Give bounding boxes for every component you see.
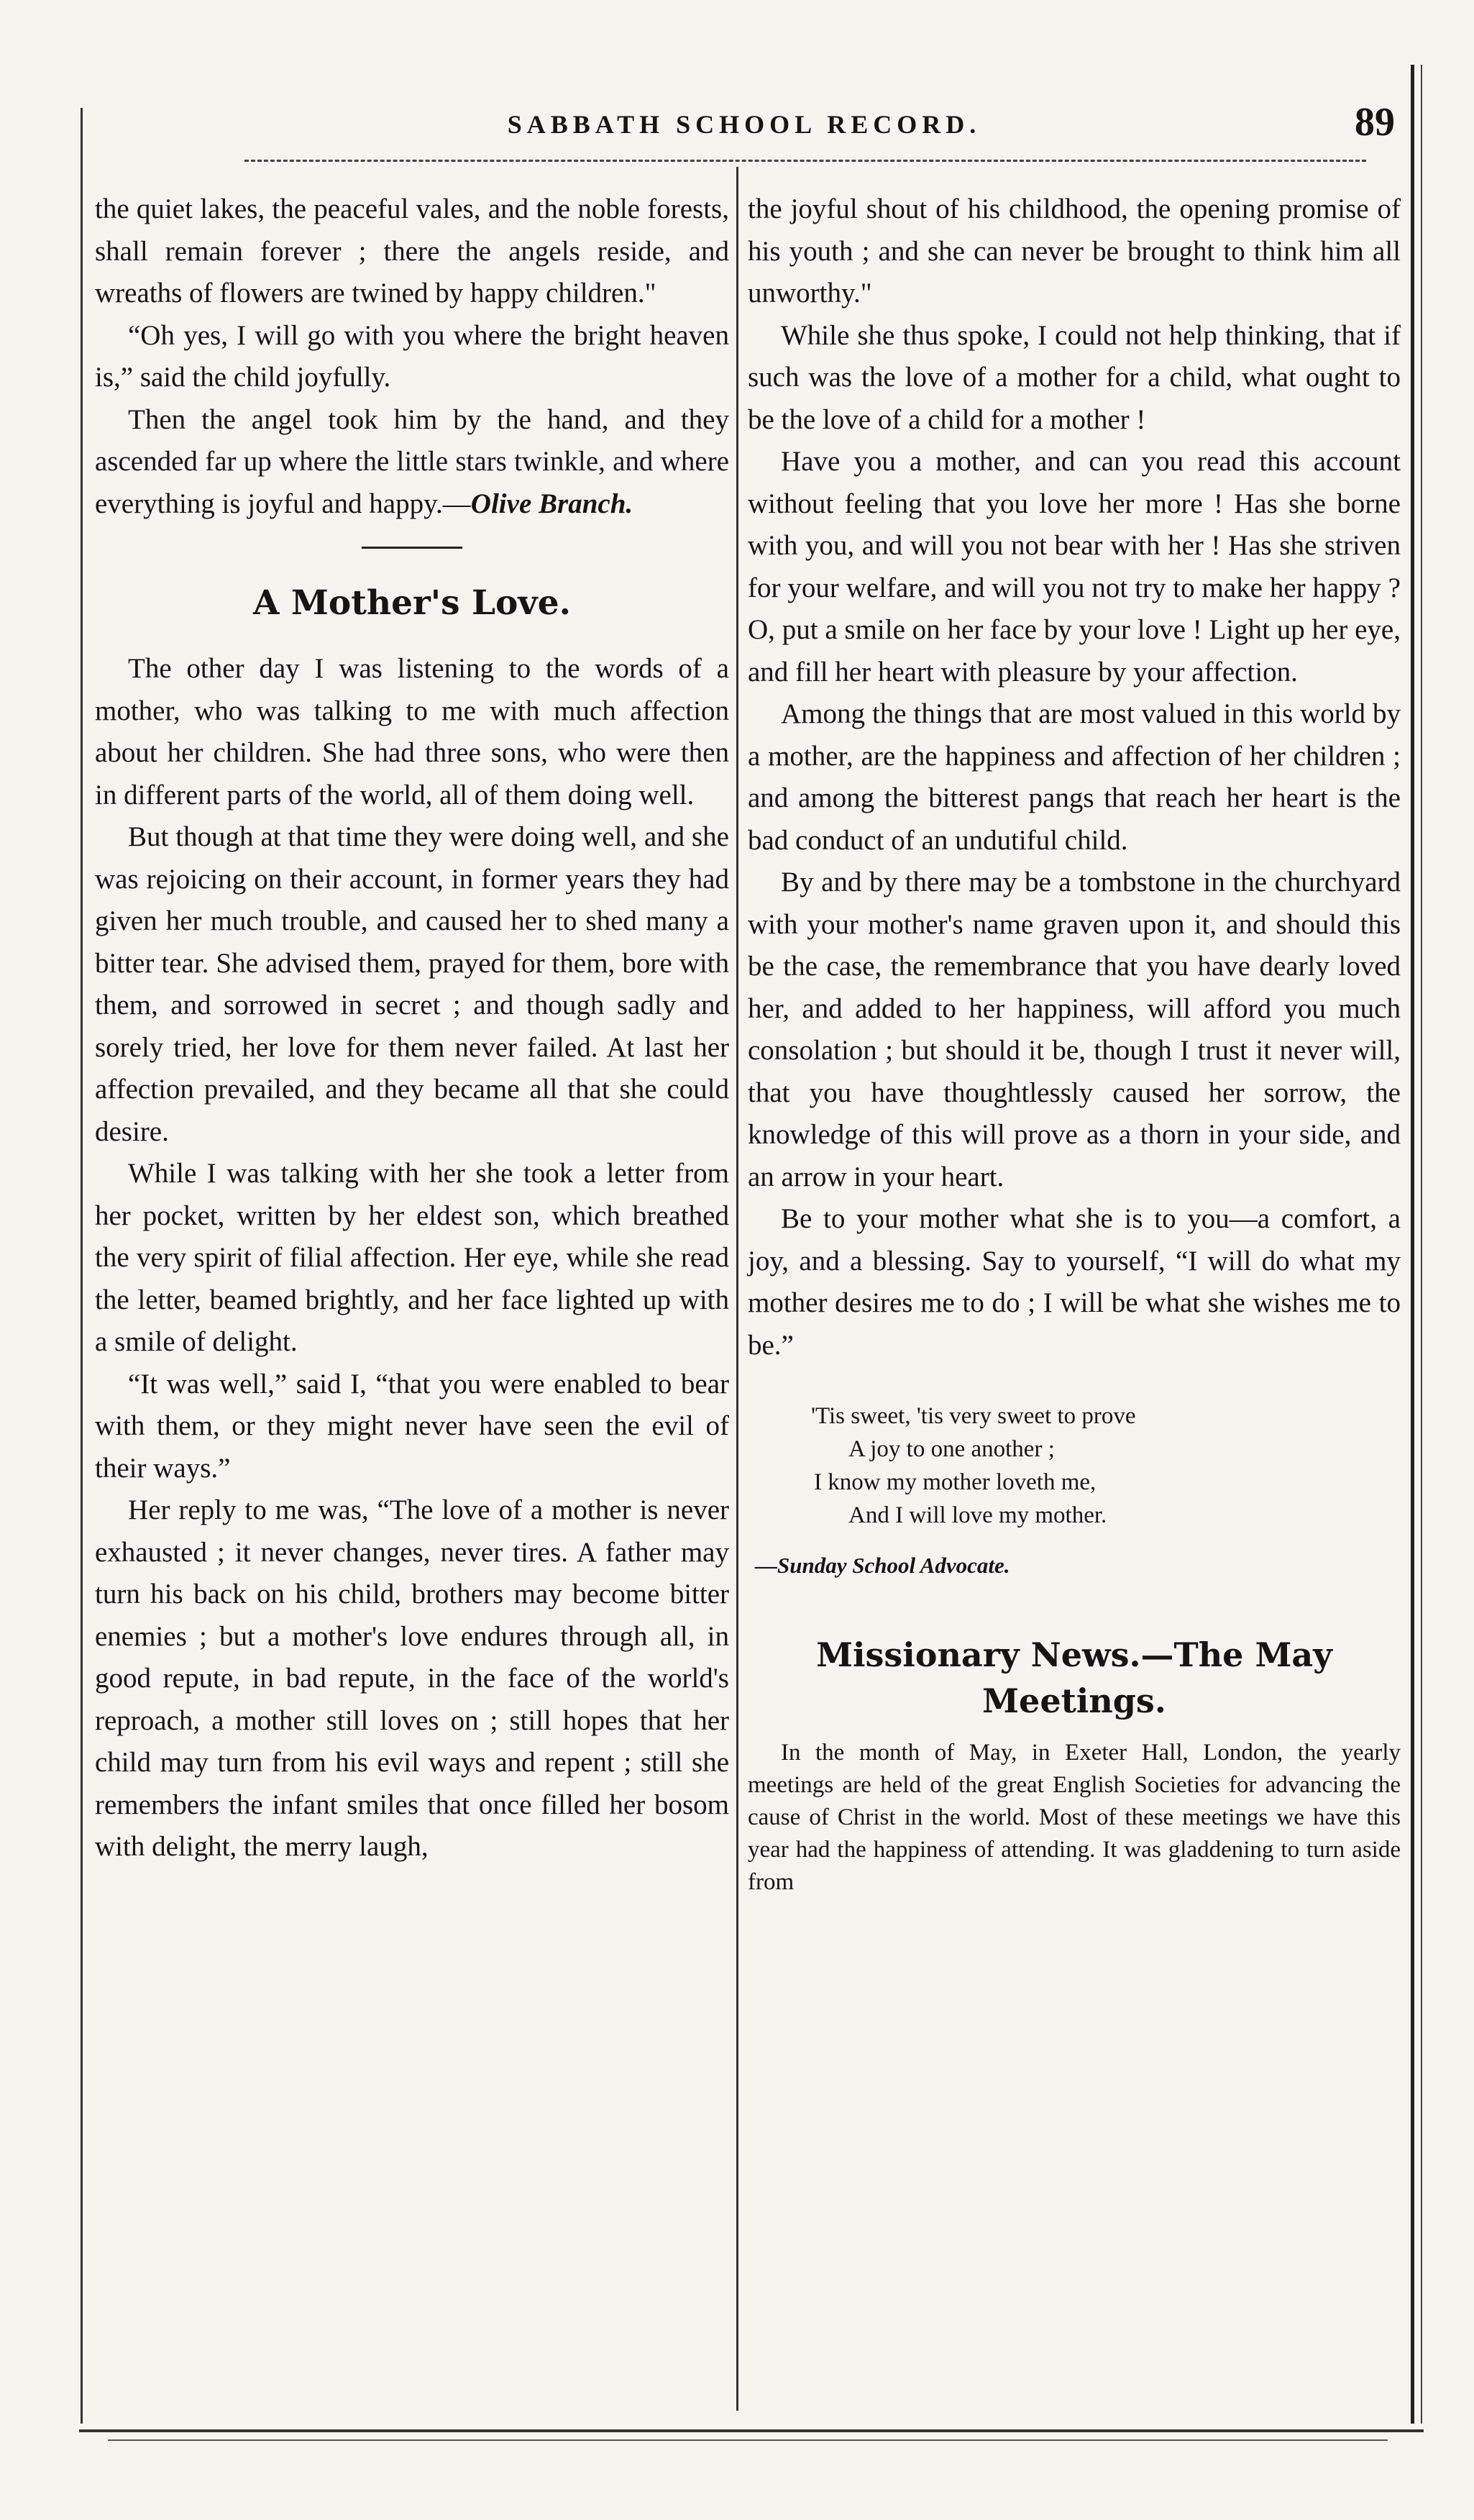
olive-branch-paragraph-2: “Oh yes, I will go with you where the bright heaven is,” said the child joyfully.: [95, 319, 729, 393]
right-border-rule-thin: [1421, 65, 1422, 2424]
mothers-love-paragraph-3: While I was talking with her she took a letter from her pocket, written by her eldest son, which breathed the very spirit of filial affection. Her eye, while she read the letter, beamed brightly, and her face lighted up with a smile of delight.: [95, 1158, 729, 1357]
left-border-rule: [81, 108, 83, 2424]
header-rule: [244, 160, 1366, 162]
footer-rule: [79, 2429, 1424, 2432]
mothers-love-paragraph-2: But though at that time they were doing well, and she was rejoicing on their account, in former years they had given her much trouble, and caused her to shed many a bitter tear. She advised them, prayed for them, bore with them, and sorrowed in secret ; and though sadly and sorely tried, her love for them never failed. At last her affection prevailed, and they became all that she could desire.: [95, 821, 729, 1147]
running-title: SABBATH SCHOOL RECORD.: [507, 110, 981, 139]
right-paragraph-1: the joyful shout of his childhood, the opening promise of his youth ; and she can never be brought to think him all unworthy.": [748, 193, 1401, 309]
right-paragraph-3: Have you a mother, and can you read this account without feeling that you love her more ! Has she borne with you, and will you not bear with her ! Has she striven for your welfare, and will you not try to make her happy ? O, put a smile on her face by your love ! Light up her eye, and fill her heart with pleasure by your affection.: [748, 446, 1401, 688]
mothers-love-paragraph-5: Her reply to me was, “The love of a mother is never exhausted ; it never changes, never tires. A father may turn his back on his child, brothers may become bitter enemies ; but a mother's love endures through all, in good repute, in bad repute, in the face of the world's reproach, a mother still loves on ; still hopes that her child may turn from his evil ways and repent ; still she remembers the infant smiles that once filled her bosom with delight, the merry laugh,: [95, 1494, 729, 1862]
right-paragraph-5: By and by there may be a tombstone in the churchyard with your mother's name graven upon it, and should this be the case, the remembrance that you have dearly loved her, and added to her happiness, will afford you much consolation ; but should it be, though I trust it never will, that you have thoughtlessly caused her sorrow, the knowledge of this will prove as a thorn in your side, and an arrow in your heart.: [748, 867, 1401, 1192]
missionary-news-paragraph-1: In the month of May, in Exeter Hall, London, the yearly meetings are held of the great English Societies for advancing the cause of Christ in the world. Most of these meetings we have this year had the happiness of attending. It was gladdening to turn aside from: [748, 1739, 1401, 1895]
poem-line-3: I know my mother loveth me,: [814, 1469, 1097, 1495]
olive-branch-paragraph-1: the quiet lakes, the peaceful vales, and the noble forests, shall remain forever ; there the angels reside, and wreaths of flowers are twined by happy children.": [95, 193, 729, 309]
olive-branch-paragraph-3: [95, 399, 729, 526]
poem: [748, 1400, 1401, 1532]
mothers-love-paragraph-4: “It was well,” said I, “that you were enabled to bear with them, or they might never have seen the evil of their ways.”: [95, 1368, 729, 1484]
right-paragraph-2: While she thus spoke, I could not help thinking, that if such was the love of a mother for a child, what ought to be the love of a child for a mother !: [748, 319, 1401, 435]
page-number: 89: [1355, 100, 1395, 145]
mothers-love-title: A Mother's Love.: [253, 583, 571, 623]
missionary-news-title: Missionary News.—The May Meetings.: [816, 1635, 1332, 1720]
right-column: [748, 188, 1401, 1899]
poem-line-1: 'Tis sweet, 'tis very sweet to prove: [811, 1403, 1136, 1429]
mothers-love-paragraph-1: The other day I was listening to the words of a mother, who was talking to me with much affection about her children. She had three sons, who were then in different parts of the world, all of them doing well.: [95, 653, 729, 811]
missionary-news-body: [748, 1737, 1401, 1899]
running-head: [79, 99, 1409, 150]
poem-line-2: A joy to one another ;: [848, 1436, 1055, 1462]
left-column: [95, 188, 729, 1868]
section-divider: [362, 547, 462, 553]
olive-branch-source: Olive Branch.: [470, 488, 633, 519]
poem-source: —Sunday School Advocate.: [755, 1553, 1010, 1578]
right-paragraph-6: Be to your mother what she is to you—a comfort, a joy, and a blessing. Say to yourself, “I will do what my mother desires me to do ; I will be what she wishes me to be.”: [748, 1203, 1401, 1361]
poem-line-4: And I will love my mother.: [848, 1502, 1107, 1528]
right-border-rule: [1411, 65, 1414, 2424]
column-divider: [736, 167, 738, 2411]
olive-branch-paragraph-3-text: Then the angel took him by the hand, and they ascended far up where the little stars twinkle, and where everything is joyful and happy.—: [95, 403, 729, 519]
footer-rule-thin: [108, 2439, 1388, 2441]
right-paragraph-4: Among the things that are most valued in this world by a mother, are the happiness and affection of her children ; and among the bitterest pangs that reach her heart is the bad conduct of an undutiful child.: [748, 698, 1401, 856]
